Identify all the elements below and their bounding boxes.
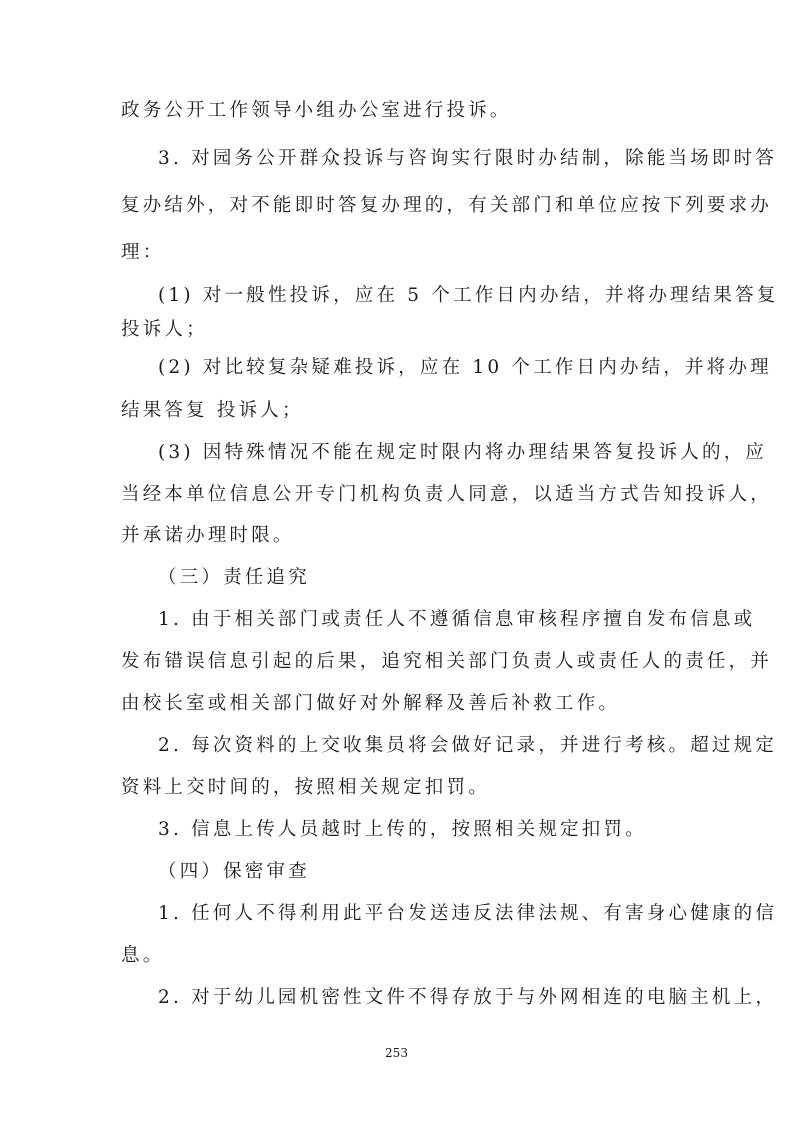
text-line: 由校长室或相关部门做好对外解释及善后补救工作。: [121, 693, 621, 714]
text-line: 当经本单位信息公开专门机构负责人同意，以适当方式告知投诉人，: [121, 484, 773, 505]
text-line: 政务公开工作领导小组办公室进行投诉。: [121, 100, 512, 121]
text-line: (1) 对一般性投诉，应在 5 个工作日内办结，并将办理结果答复: [158, 285, 779, 306]
text-line: 1. 由于相关部门或责任人不遵循信息审核程序擅自发布信息或: [158, 609, 756, 630]
text-line: 发布错误信息引起的后果，追究相关部门负责人或责任人的责任，并: [121, 651, 773, 672]
section-heading: （四）保密审查: [158, 861, 310, 882]
text-line: 投诉人；: [121, 319, 208, 340]
text-line: 1. 任何人不得利用此平台发送违反法律法规、有害身心健康的信: [158, 903, 778, 924]
text-line: 并承诺办理时限。: [121, 525, 295, 546]
section-heading: （三）责任追究: [158, 567, 310, 588]
text-line: (3) 因特殊情况不能在规定时限内将办理结果答复投诉人的，应: [158, 442, 768, 463]
text-line: 2. 对于幼儿园机密性文件不得存放于与外网相连的电脑主机上，: [158, 987, 778, 1008]
page-number: 253: [385, 1046, 408, 1060]
text-line: 息。: [121, 945, 165, 966]
text-line: 复办结外，对不能即时答复办理的，有关部门和单位应按下列要求办: [121, 195, 773, 216]
text-line: 结果答复 投诉人；: [121, 400, 304, 421]
text-line: 3. 对园务公开群众投诉与咨询实行限时办结制，除能当场即时答: [158, 148, 778, 169]
text-line: 2. 每次资料的上交收集员将会做好记录，并进行考核。超过规定: [158, 735, 778, 756]
text-line: (2) 对比较复杂疑难投诉，应在 10 个工作日内办结，并将办理: [158, 357, 772, 378]
text-line: 资料上交时间的，按照相关规定扣罚。: [121, 777, 490, 798]
text-line: 3. 信息上传人员越时上传的，按照相关规定扣罚。: [158, 819, 647, 840]
text-line: 理：: [121, 242, 165, 263]
